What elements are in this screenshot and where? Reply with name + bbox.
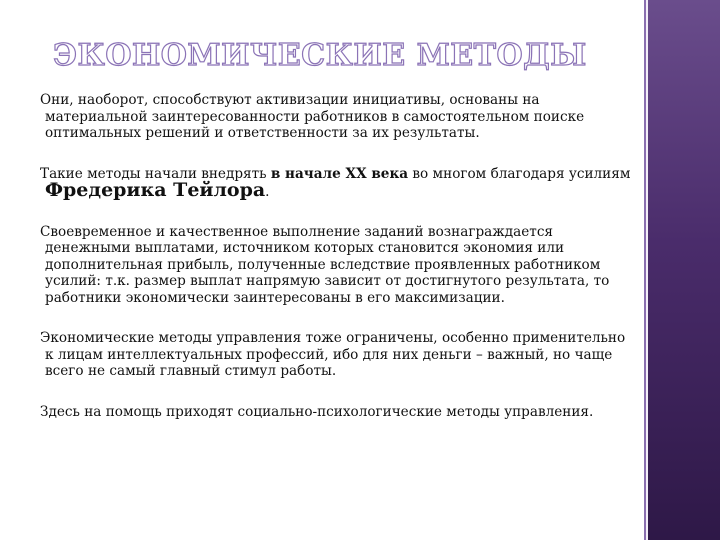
paragraph-3: Своевременное и качественное выполнение заданий вознаграждается денежными выплатами, источником которых становится экономия или дополнительная прибыль, полученные вследствие проявленных работником усилий: т.к. размер выплат напрямую зависит от достигнутого результата, то работники экономически заинтересованы в его максимизации. — [40, 223, 610, 306]
paragraph-2-start: Такие методы начали внедрять — [40, 165, 271, 182]
paragraph-2-middle: во многом благодаря усилиям — [408, 165, 631, 182]
paragraph-1: Они, наоборот, способствуют активизации инициативы, основаны на материальной заинтересованности работников в самостоятельном поиске оптимальных решений и ответственности за их результаты. — [40, 92, 585, 141]
paragraph-2 — [38, 166, 633, 201]
slide-body — [38, 92, 633, 444]
decorative-side-bar — [644, 0, 720, 540]
paragraph-2-end: . — [265, 184, 270, 200]
paragraph-4: Экономические методы управления тоже ограничены, особенно применительно к лицам интеллектуальных профессий, ибо для них деньги – важный, но чаще всего не самый главный стимул работы. — [40, 330, 626, 379]
taylor-name: Фредерика Тейлора — [45, 179, 266, 201]
paragraph-2-century: в начале XX века — [270, 165, 409, 182]
paragraph-5: Здесь на помощь приходят социально-психологические методы управления. — [40, 403, 594, 420]
slide-title: ЭКОНОМИЧЕСКИЕ МЕТОДЫ — [53, 38, 587, 73]
